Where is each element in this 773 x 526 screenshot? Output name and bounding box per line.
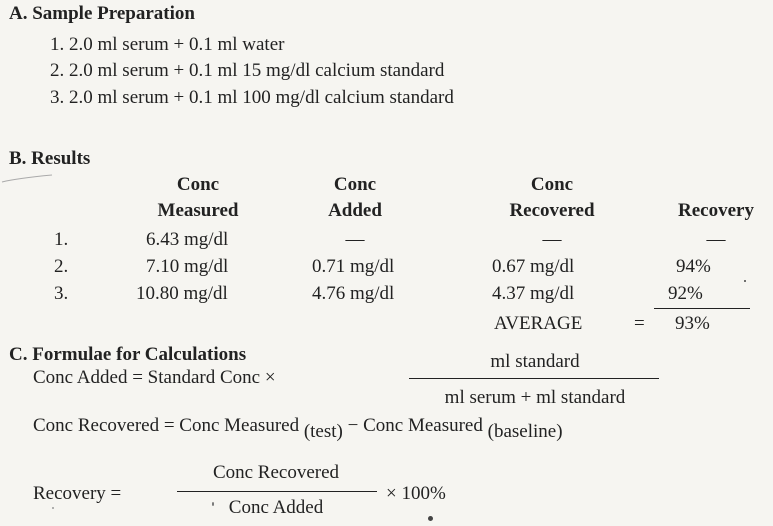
formula-recovery-lhs: Recovery = [33,483,122,504]
header-recovered-line2: Recovered [509,200,595,221]
cell-recovery: 92% [668,283,703,304]
header-added-line1: Conc [333,174,377,195]
table-row-number: 1. [54,229,69,250]
sample-item: 3. 2.0 ml serum + 0.1 ml 100 mg/dl calcium standard [50,87,454,108]
formula-conc-added-numerator: ml standard [490,351,580,372]
cell-measured: 10.80 mg/dl [136,283,228,304]
formula-recovery-denominator: Conc Added [228,497,324,518]
subscript-baseline: (baseline) [487,421,563,442]
header-added-line2: Added [328,200,382,221]
scan-speck [212,502,214,506]
section-a-title: A. Sample Preparation [9,3,195,24]
header-measured-line1: Conc [176,174,220,195]
formula-recovery-rhs: × 100% [386,483,446,504]
header-recovered-line1: Conc [530,174,574,195]
cell-recovered: 4.37 mg/dl [492,283,575,304]
cell-added: 0.71 mg/dl [312,256,395,277]
average-equals: = [634,313,645,334]
formula-conc-recovered [33,415,563,442]
table-row-number: 3. [54,283,69,304]
header-measured-line2: Measured [157,200,239,221]
scan-speck [744,280,746,282]
cell-recovered: 0.67 mg/dl [492,256,575,277]
formula-conc-added-denominator: ml serum + ml standard [444,387,626,408]
minus-sign: − [347,415,359,436]
scan-speck [52,507,54,509]
cell-recovery: 94% [676,256,711,277]
average-label: AVERAGE [494,313,583,334]
sum-rule [654,308,750,309]
fraction-bar [177,491,377,492]
section-c-title: C. Formulae for Calculations [9,344,247,365]
cell-measured: 7.10 mg/dl [146,256,229,277]
sample-item: 1. 2.0 ml serum + 0.1 ml water [50,34,285,55]
header-recovery: Recovery [678,200,754,221]
sample-item: 2. 2.0 ml serum + 0.1 ml 15 mg/dl calcium standard [50,60,445,81]
pencil-mark [0,172,56,186]
cell-measured: 6.43 mg/dl [146,229,229,250]
formula-conc-added-lhs: Conc Added = Standard Conc × [33,367,276,388]
average-value: 93% [675,313,710,334]
cell-added: — [345,229,365,250]
fraction-bar [409,378,659,379]
formula-recovery-numerator: Conc Recovered [212,462,340,483]
cell-recovery: — [706,229,726,250]
formula-conc-recovered-text: Conc Recovered = Conc Measured [33,415,300,436]
cell-recovered: — [542,229,562,250]
scan-speck [428,516,433,521]
formula-conc-measured: Conc Measured [363,415,483,436]
subscript-test: (test) [303,421,343,442]
section-b-title: B. Results [9,148,91,169]
table-row-number: 2. [54,256,69,277]
cell-added: 4.76 mg/dl [312,283,395,304]
